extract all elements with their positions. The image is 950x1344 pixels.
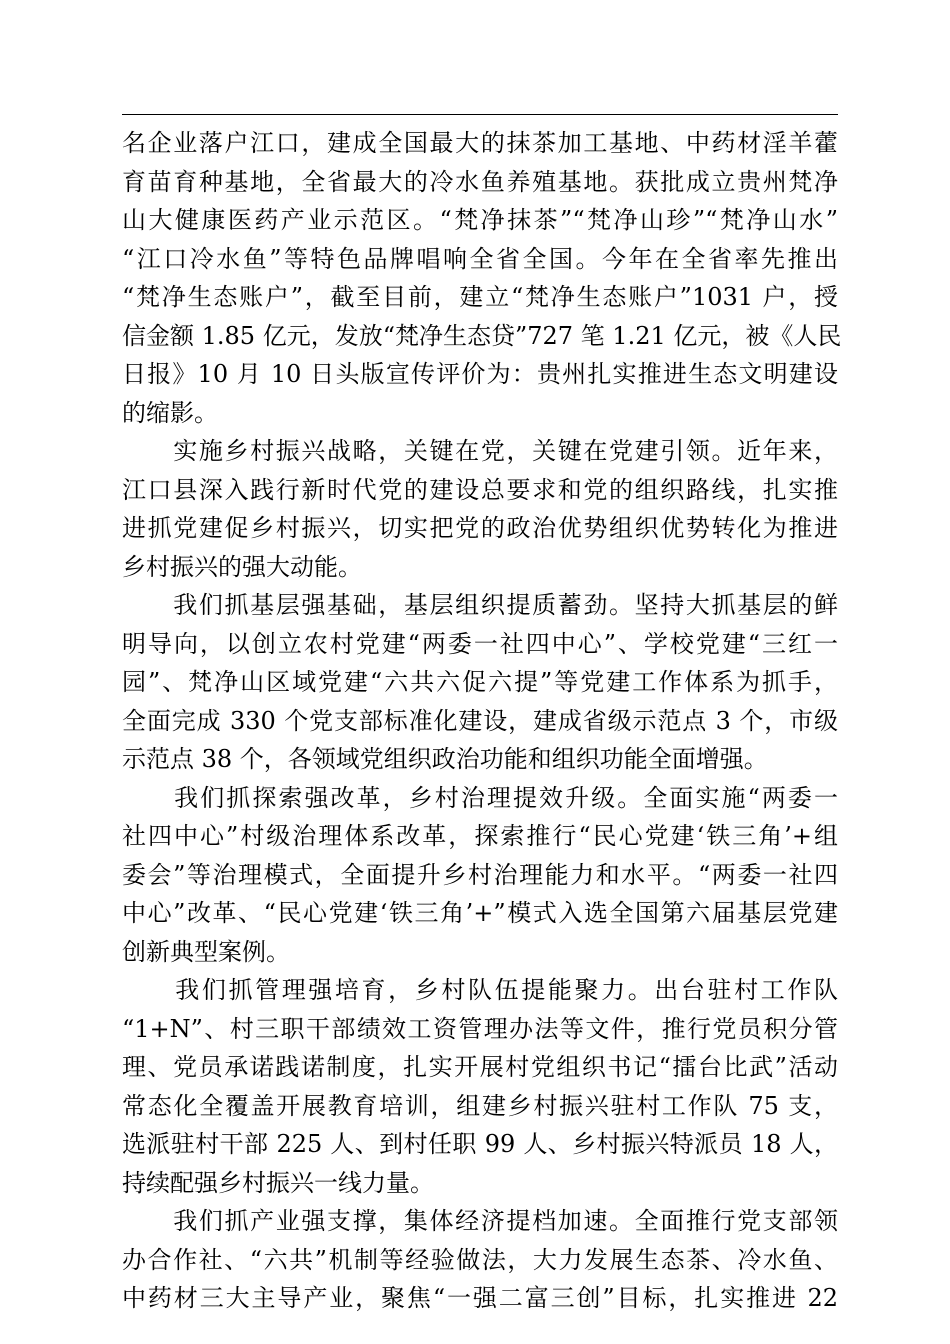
text-line: 持续配强乡村振兴一线力量。 xyxy=(122,1168,434,1197)
text-line: 名企业落户江口，建成全国最大的抹茶加工基地、中药材淫羊藿 xyxy=(122,129,838,157)
text-line: 全面完成 330 个党支部标准化建设，建成省级示范点 3 个，市级 xyxy=(122,706,838,735)
text-line: 乡村振兴的强大动能。 xyxy=(122,552,362,581)
text-line: 我们抓产业强支撑，集体经济提档加速。全面推行党支部领 xyxy=(122,1207,838,1235)
header-rule xyxy=(122,114,838,115)
text-line: 办合作社、“六共”机制等经验做法，大力发展生态茶、冷水鱼、 xyxy=(122,1245,838,1274)
text-line: 山大健康医药产业示范区。“梵净抹茶”“梵净山珍”“梵净山水” xyxy=(122,206,838,234)
text-line: 常态化全覆盖开展教育培训，组建乡村振兴驻村工作队 75 支， xyxy=(122,1091,838,1120)
paragraph-reform xyxy=(122,779,838,972)
paragraph-party-leadership xyxy=(122,432,838,586)
text-line: 选派驻村干部 225 人、到村任职 99 人、乡村振兴特派员 18 人， xyxy=(122,1130,838,1158)
text-line: 园”、梵净山区域党建“六共六促六提”等党建工作体系为抓手， xyxy=(122,668,838,696)
text-line: 的缩影。 xyxy=(122,398,218,427)
text-line: 进抓党建促乡村振兴，切实把党的政治优势组织优势转化为推进 xyxy=(122,514,838,542)
text-line: 江口县深入践行新时代党的建设总要求和党的组织路线，扎实推 xyxy=(122,475,838,504)
text-line: 我们抓基层强基础，基层组织提质蓄劲。坚持大抓基层的鲜 xyxy=(122,591,838,619)
paragraph-industry xyxy=(122,1202,838,1318)
text-line: “梵净生态账户”，截至目前，建立“梵净生态账户”1031 户，授 xyxy=(122,283,838,311)
text-line: 信金额 1.85 亿元，发放“梵净生态贷”727 笔 1.21 亿元，被《人民 xyxy=(122,321,842,350)
text-line: 育苗育种基地，全省最大的冷水鱼养殖基地。获批成立贵州梵净 xyxy=(122,167,838,196)
text-line: 社四中心”村级治理体系改革，探索推行“民心党建‘铁三角’+组 xyxy=(122,822,838,850)
paragraph-grassroots xyxy=(122,586,838,779)
text-line: 实施乡村振兴战略，关键在党，关键在党建引领。近年来， xyxy=(122,437,838,465)
text-line: 我们抓探索强改革，乡村治理提效升级。全面实施“两委一 xyxy=(122,783,838,812)
text-line: 委会”等治理模式，全面提升乡村治理能力和水平。“两委一社四 xyxy=(122,860,838,889)
text-line: 中心”改革、“民心党建‘铁三角’+”模式入选全国第六届基层党建 xyxy=(122,899,838,927)
text-line: “1+N”、村三职干部绩效工资管理办法等文件，推行党员积分管 xyxy=(122,1014,838,1043)
text-line: 示范点 38 个，各领域党组织政治功能和组织功能全面增强。 xyxy=(122,745,768,773)
text-line: 中药材三大主导产业，聚焦“一强二富三创”目标，扎实推进 22 xyxy=(122,1284,838,1312)
text-line: “江口冷水鱼”等特色品牌唱响全省全国。今年在全省率先推出 xyxy=(122,244,838,273)
paragraph-management xyxy=(122,971,838,1202)
text-line: 理、党员承诺践诺制度，扎实开展村党组织书记“擂台比武”活动 xyxy=(122,1053,838,1081)
text-line: 明导向，以创立农村党建“两委一社四中心”、学校党建“三红一 xyxy=(122,629,838,658)
body-text xyxy=(122,124,842,1318)
text-line: 我们抓管理强培育，乡村队伍提能聚力。出台驻村工作队 xyxy=(122,976,838,1004)
paragraph-ecology xyxy=(122,124,842,432)
text-line: 日报》10 月 10 日头版宣传评价为：贵州扎实推进生态文明建设 xyxy=(122,360,838,388)
text-line: 创新典型案例。 xyxy=(122,937,290,966)
